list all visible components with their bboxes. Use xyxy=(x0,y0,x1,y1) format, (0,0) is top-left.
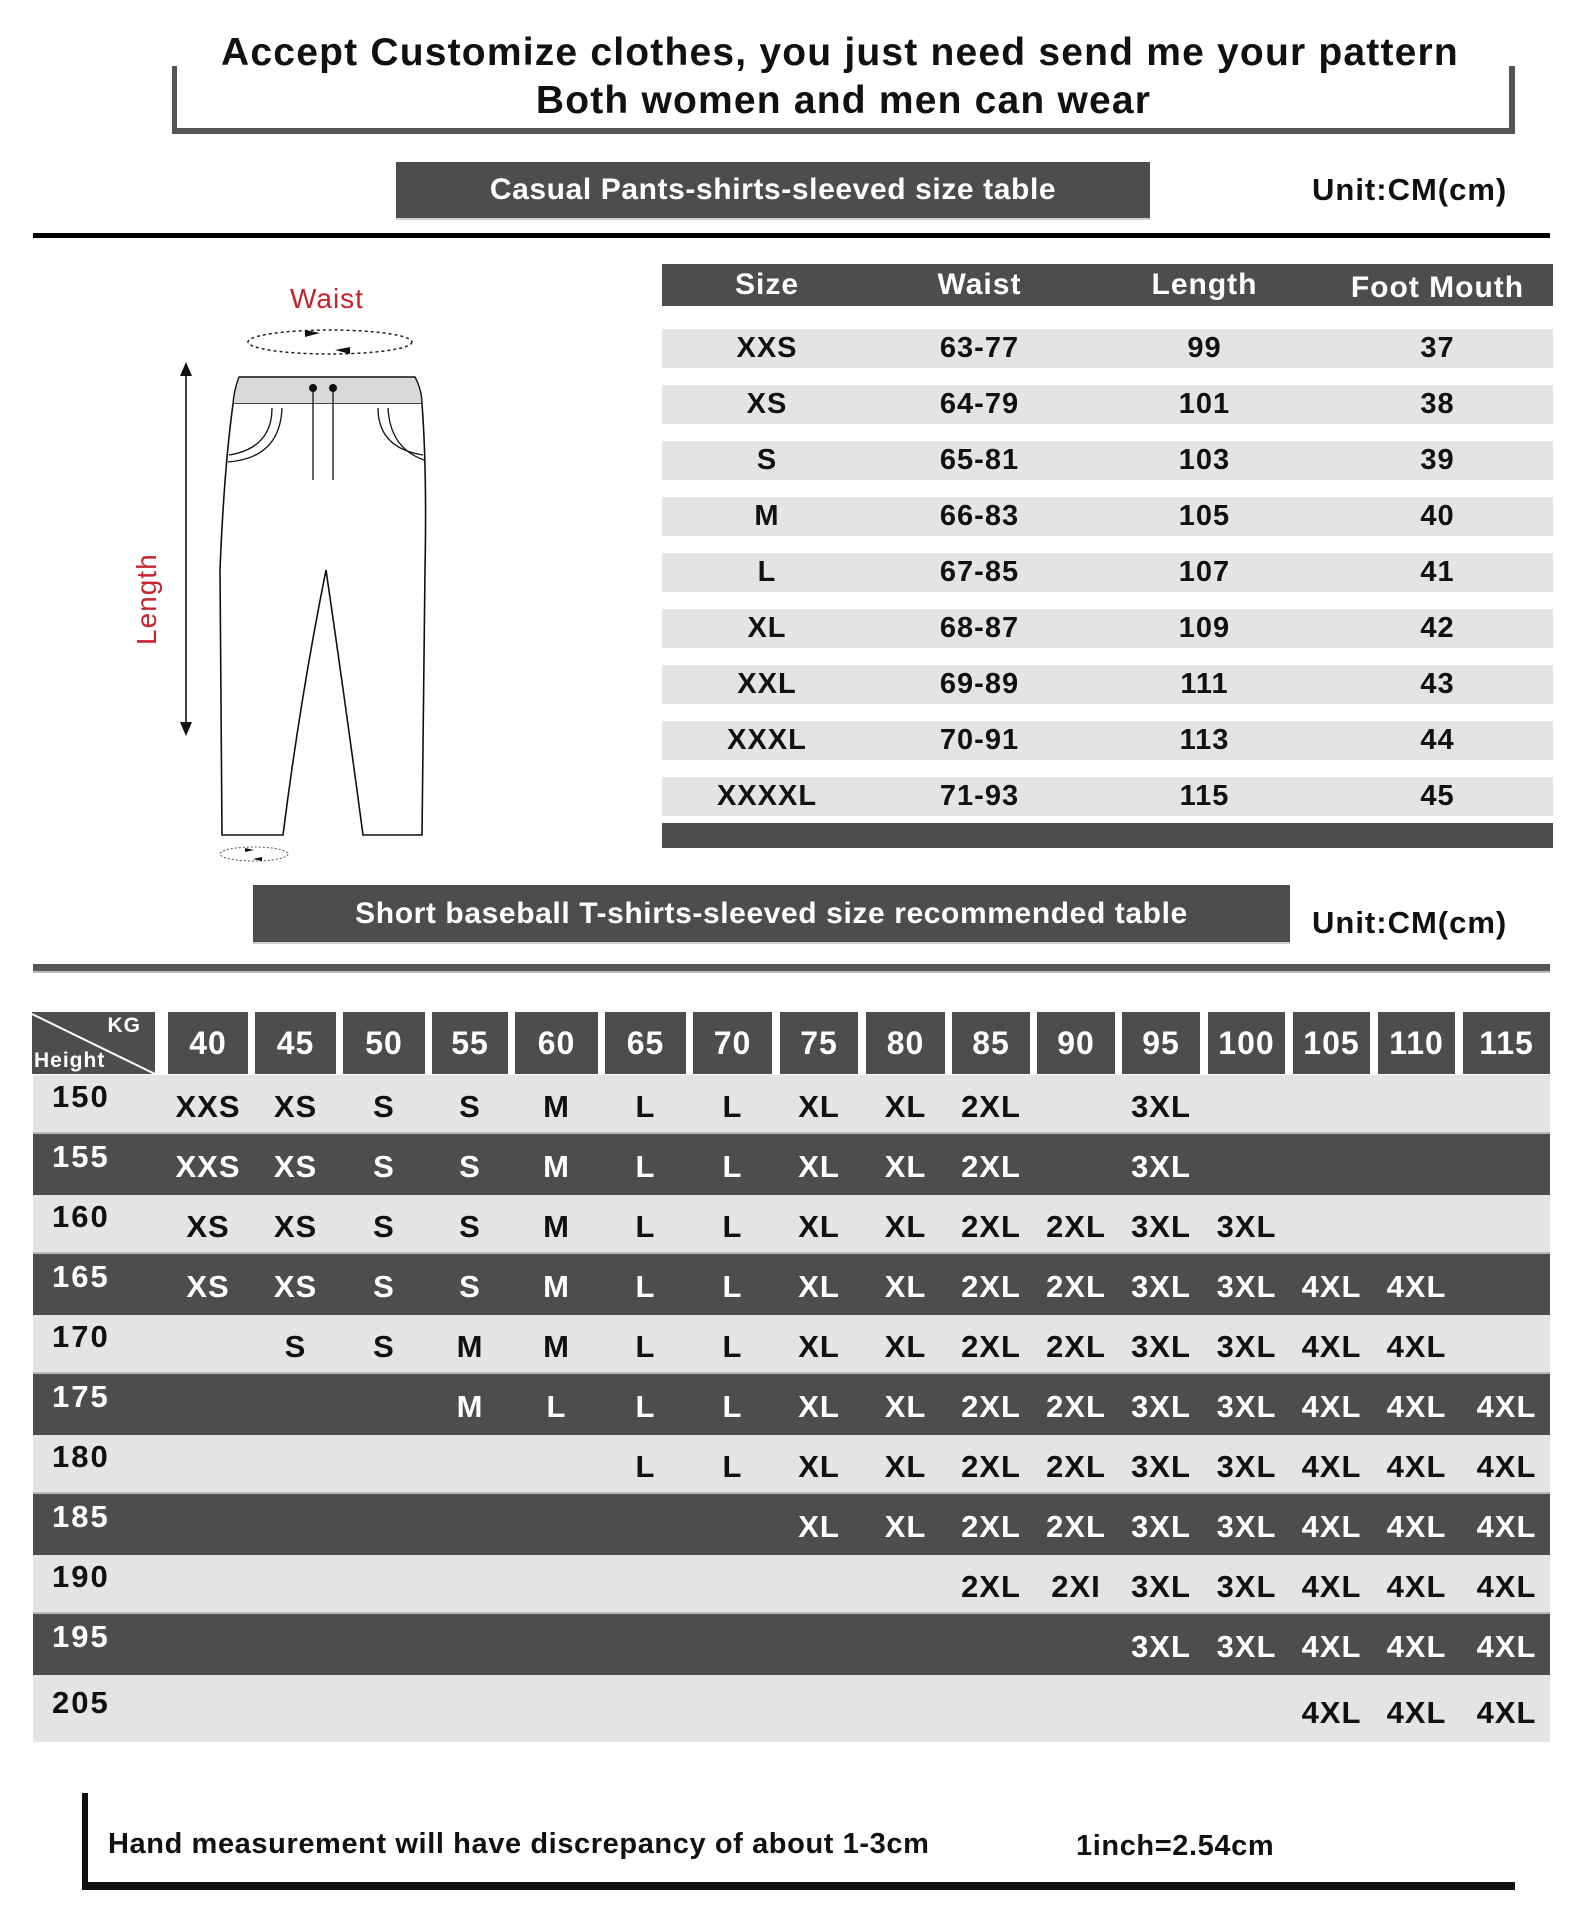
size-recommendation-cell: S xyxy=(284,1329,307,1364)
size-recommendation-cell: M xyxy=(543,1208,570,1244)
size-recommendation-cell: 2XL xyxy=(961,1449,1021,1484)
size-recommendation-cell: S xyxy=(373,1268,395,1304)
size-recommendation-cell: 3XL xyxy=(1216,1628,1277,1664)
size-recommendation-cell: XL xyxy=(798,1388,840,1424)
pants-size-row xyxy=(662,721,1553,760)
size-recommendation-cell: 2XL xyxy=(961,1388,1021,1424)
size-recommendation-cell: 4XL xyxy=(1301,1329,1362,1364)
pants-size-table-header xyxy=(662,264,1553,306)
waist-label: Waist xyxy=(290,283,364,314)
cell-waist: 64-79 xyxy=(939,388,1020,420)
cell-length: 115 xyxy=(1179,780,1230,812)
size-recommendation-cell: M xyxy=(543,1329,570,1364)
cell-length: 103 xyxy=(1178,444,1231,476)
size-recommendation-cell: 2XL xyxy=(961,1329,1021,1364)
cell-size: S xyxy=(756,444,778,476)
cell-size: XXS xyxy=(736,332,798,364)
size-recommendation-cell: L xyxy=(635,1329,656,1364)
size-recommendation-cell: XL xyxy=(798,1329,840,1364)
cell-waist: 65-81 xyxy=(939,444,1020,476)
section-divider-2 xyxy=(33,964,1550,973)
size-recommendation-cell: L xyxy=(635,1388,656,1424)
size-recommendation-cell: XS xyxy=(273,1088,318,1124)
size-recommendation-cell: 4XL xyxy=(1386,1695,1447,1730)
pants-size-row xyxy=(662,665,1553,704)
cell-foot-mouth: 41 xyxy=(1420,556,1455,588)
cell-waist: 69-89 xyxy=(939,668,1020,700)
height-value: 165 xyxy=(52,1258,110,1294)
measurement-note: Hand measurement will have discrepancy of about 1-3cm xyxy=(108,1828,930,1860)
size-recommendation-cell: 3XL xyxy=(1216,1569,1277,1604)
size-recommendation-cell: L xyxy=(722,1388,743,1424)
cell-length: 109 xyxy=(1178,612,1231,644)
size-recommendation-cell: XL xyxy=(798,1268,840,1304)
size-recommendation-cell: S xyxy=(459,1088,481,1124)
size-recommendation-cell: XL xyxy=(798,1508,840,1544)
size-recommendation-cell: 4XL xyxy=(1301,1268,1362,1304)
height-value: 155 xyxy=(52,1138,110,1174)
size-recommendation-cell: XL xyxy=(798,1088,840,1124)
kg-column-header: 70 xyxy=(693,1012,772,1074)
cell-size: M xyxy=(754,500,780,532)
cell-waist: 66-83 xyxy=(939,500,1020,532)
cell-foot-mouth: 40 xyxy=(1420,500,1455,532)
size-recommendation-cell: 4XL xyxy=(1301,1449,1362,1484)
size-recommendation-cell: S xyxy=(459,1148,481,1184)
cell-size: XS xyxy=(746,388,788,420)
size-recommendation-cell: XL xyxy=(884,1329,927,1364)
headline-line-1 xyxy=(150,30,1530,76)
size-recommendation-cell: 3XL xyxy=(1216,1208,1277,1244)
size-recommendation-cell: XS xyxy=(273,1208,318,1244)
size-recommendation-cell: L xyxy=(722,1208,743,1244)
cell-waist: 68-87 xyxy=(939,612,1020,644)
size-recommendation-cell: L xyxy=(635,1208,656,1244)
size-recommendation-cell: XL xyxy=(884,1388,927,1424)
inch-conversion: 1inch=2.54cm xyxy=(1076,1830,1275,1862)
size-recommendation-cell: S xyxy=(373,1088,395,1124)
size-recommendation-cell: S xyxy=(459,1268,481,1304)
cell-size: XXXXL xyxy=(716,780,818,812)
header-corner-cell xyxy=(32,1012,155,1074)
size-recommendation-cell: 4XL xyxy=(1476,1508,1537,1544)
cell-length: 107 xyxy=(1178,556,1231,588)
size-recommendation-cell: 2XL xyxy=(1046,1329,1106,1364)
size-recommendation-cell: XS xyxy=(273,1268,318,1304)
size-recommendation-cell: M xyxy=(543,1268,570,1304)
cell-foot-mouth: 39 xyxy=(1420,444,1455,476)
pants-size-row xyxy=(662,609,1553,648)
size-recommendation-cell: XS xyxy=(186,1208,230,1244)
kg-column-header: 80 xyxy=(866,1012,945,1074)
size-recommendation-cell: 2XL xyxy=(961,1208,1021,1244)
cell-length: 113 xyxy=(1179,724,1230,756)
size-recommendation-cell: 2XL xyxy=(961,1148,1021,1184)
size-recommendation-cell: 2XL xyxy=(1046,1508,1106,1544)
size-recommendation-cell: 4XL xyxy=(1386,1628,1447,1664)
size-recommendation-cell: S xyxy=(373,1329,395,1364)
kg-column-header: 60 xyxy=(515,1012,598,1074)
kg-column-header: 110 xyxy=(1378,1012,1455,1074)
cell-foot-mouth: 45 xyxy=(1420,780,1455,812)
size-recommendation-cell: L xyxy=(635,1449,656,1484)
cell-length: 111 xyxy=(1180,668,1229,700)
size-recommendation-cell: XL xyxy=(798,1449,840,1484)
tshirt-size-table-banner: Short baseball T-shirts-sleeved size recommended table xyxy=(253,885,1290,942)
cell-waist: 71-93 xyxy=(939,780,1020,812)
kg-column-header: 100 xyxy=(1208,1012,1285,1074)
cell-foot-mouth: 38 xyxy=(1420,388,1455,420)
size-recommendation-cell: 3XL xyxy=(1131,1208,1191,1244)
kg-column-header: 95 xyxy=(1122,1012,1200,1074)
cell-length: 105 xyxy=(1178,500,1231,532)
size-recommendation-cell: 2XL xyxy=(961,1508,1021,1544)
size-recommendation-cell: L xyxy=(635,1088,656,1124)
header-size: Size xyxy=(734,268,800,301)
height-value: 205 xyxy=(52,1685,110,1720)
section-divider xyxy=(33,233,1550,238)
size-recommendation-cell: L xyxy=(722,1148,743,1184)
size-recommendation-cell: 3XL xyxy=(1131,1148,1191,1184)
header-length: Length xyxy=(1151,268,1258,301)
size-recommendation-cell: 2XL xyxy=(961,1569,1021,1604)
kg-column-header: 50 xyxy=(343,1012,425,1074)
pants-size-row xyxy=(662,497,1553,536)
size-recommendation-cell: 4XL xyxy=(1476,1569,1537,1604)
size-recommendation-cell: 3XL xyxy=(1131,1449,1191,1484)
size-recommendation-cell: 4XL xyxy=(1476,1695,1537,1730)
cell-waist: 63-77 xyxy=(939,332,1020,364)
size-recommendation-cell: M xyxy=(543,1088,570,1124)
size-recommendation-cell: XL xyxy=(884,1088,927,1124)
size-recommendation-cell: XXS xyxy=(175,1148,241,1184)
size-recommendation-cell: 4XL xyxy=(1301,1388,1362,1424)
size-recommendation-cell: 3XL xyxy=(1131,1569,1191,1604)
size-recommendation-cell: S xyxy=(459,1208,481,1244)
pants-size-row xyxy=(662,441,1553,480)
height-value: 150 xyxy=(52,1078,110,1114)
size-recommendation-cell: M xyxy=(456,1329,484,1364)
size-recommendation-cell: 2XL xyxy=(961,1088,1021,1124)
pants-size-table-footer-bar xyxy=(662,823,1553,848)
headline-line-1-text: Accept Customize clothes, you just need send me your pattern xyxy=(211,31,1469,74)
size-recommendation-cell: M xyxy=(456,1388,484,1424)
size-recommendation-cell: L xyxy=(546,1388,567,1424)
pants-size-row xyxy=(662,329,1553,368)
kg-column-header: 40 xyxy=(168,1012,248,1074)
height-value: 170 xyxy=(52,1319,110,1354)
size-recommendation-cell: 3XL xyxy=(1131,1388,1191,1424)
cell-length: 99 xyxy=(1187,332,1222,364)
size-recommendation-cell: XL xyxy=(884,1268,927,1304)
kg-column-header: 75 xyxy=(780,1012,858,1074)
cell-foot-mouth: 37 xyxy=(1420,332,1455,364)
tshirt-unit-label: Unit:CM(cm) xyxy=(1312,905,1508,940)
size-recommendation-cell: 4XL xyxy=(1386,1268,1447,1304)
size-recommendation-cell: 2XL xyxy=(1046,1208,1106,1244)
size-recommendation-cell: 4XL xyxy=(1386,1388,1447,1424)
cell-size: L xyxy=(757,556,777,588)
cell-size: XXL xyxy=(737,668,797,700)
size-recommendation-cell: 3XL xyxy=(1216,1388,1277,1424)
size-recommendation-cell: L xyxy=(722,1329,743,1364)
cell-foot-mouth: 43 xyxy=(1420,668,1455,700)
size-recommendation-cell: 3XL xyxy=(1131,1628,1191,1664)
size-recommendation-cell: L xyxy=(635,1148,656,1184)
cell-length: 101 xyxy=(1178,388,1231,420)
kg-axis-label: KG xyxy=(107,1014,141,1037)
size-recommendation-cell: 2XI xyxy=(1051,1569,1101,1604)
size-recommendation-cell: 4XL xyxy=(1386,1508,1447,1544)
size-recommendation-cell: XL xyxy=(884,1508,927,1544)
size-recommendation-cell: 2XL xyxy=(1046,1268,1106,1304)
size-recommendation-cell: 3XL xyxy=(1216,1329,1277,1364)
size-recommendation-cell: XS xyxy=(273,1148,318,1184)
size-recommendation-cell: 4XL xyxy=(1386,1329,1447,1364)
size-recommendation-cell: 4XL xyxy=(1476,1388,1537,1424)
pants-size-row xyxy=(662,553,1553,592)
size-recommendation-cell: 4XL xyxy=(1476,1449,1537,1484)
size-recommendation-cell: 4XL xyxy=(1301,1695,1362,1730)
size-recommendation-cell: L xyxy=(635,1268,656,1304)
height-axis-label: Height xyxy=(34,1049,106,1072)
cell-size: XL xyxy=(747,612,787,644)
cell-size: XXXL xyxy=(727,724,807,756)
pants-size-row xyxy=(662,385,1553,424)
pants-size-row xyxy=(662,777,1553,816)
size-recommendation-cell: 3XL xyxy=(1131,1329,1191,1364)
height-value: 190 xyxy=(52,1559,110,1594)
size-recommendation-cell: XL xyxy=(884,1208,927,1244)
size-recommendation-cell: L xyxy=(722,1449,743,1484)
size-recommendation-cell: S xyxy=(373,1208,395,1244)
size-recommendation-cell: XL xyxy=(884,1449,927,1484)
size-recommendation-cell: 3XL xyxy=(1216,1508,1277,1544)
pants-unit-label: Unit:CM(cm) xyxy=(1312,172,1508,207)
cell-waist: 70-91 xyxy=(939,724,1020,756)
size-recommendation-cell: 4XL xyxy=(1301,1628,1362,1664)
size-recommendation-cell: 2XL xyxy=(1046,1449,1106,1484)
size-recommendation-cell: L xyxy=(722,1268,743,1304)
kg-column-header: 105 xyxy=(1293,1012,1370,1074)
kg-column-header: 55 xyxy=(432,1012,508,1074)
size-recommendation-cell: 4XL xyxy=(1386,1449,1447,1484)
cell-foot-mouth: 44 xyxy=(1420,724,1455,756)
size-recommendation-cell: XL xyxy=(884,1148,927,1184)
pants-size-table-banner: Casual Pants-shirts-sleeved size table xyxy=(396,162,1150,218)
header-foot-mouth: Foot Mouth xyxy=(1350,271,1525,304)
height-value: 185 xyxy=(52,1498,110,1534)
size-recommendation-cell: 4XL xyxy=(1301,1508,1362,1544)
height-value: 175 xyxy=(52,1378,110,1414)
height-value: 195 xyxy=(52,1618,110,1654)
size-recommendation-cell: 3XL xyxy=(1131,1088,1191,1124)
size-recommendation-cell: XL xyxy=(798,1148,840,1184)
size-recommendation-cell: S xyxy=(373,1148,395,1184)
length-label: Length xyxy=(131,553,162,645)
size-recommendation-cell: 4XL xyxy=(1386,1569,1447,1604)
kg-column-header: 45 xyxy=(255,1012,336,1074)
size-recommendation-cell: L xyxy=(722,1088,743,1124)
kg-column-header: 65 xyxy=(605,1012,686,1074)
headline-line-2: Both women and men can wear xyxy=(535,79,1152,122)
size-recommendation-cell: XXS xyxy=(175,1088,241,1124)
kg-column-header: 115 xyxy=(1463,1012,1550,1074)
size-recommendation-cell: 3XL xyxy=(1131,1508,1191,1544)
size-recommendation-cell: 3XL xyxy=(1131,1268,1191,1304)
size-recommendation-cell: 2XL xyxy=(961,1268,1021,1304)
size-recommendation-cell: 4XL xyxy=(1301,1569,1362,1604)
size-recommendation-cell: M xyxy=(543,1148,570,1184)
pants-diagram-icon xyxy=(130,270,470,880)
kg-column-header: 85 xyxy=(952,1012,1030,1074)
size-recommendation-cell: 3XL xyxy=(1216,1268,1277,1304)
size-recommendation-cell: XL xyxy=(798,1208,840,1244)
header-waist: Waist xyxy=(937,268,1022,301)
cell-waist: 67-85 xyxy=(939,556,1020,588)
cell-foot-mouth: 42 xyxy=(1420,612,1455,644)
size-recommendation-cell: 4XL xyxy=(1476,1628,1537,1664)
kg-column-header: 90 xyxy=(1037,1012,1115,1074)
size-recommendation-cell: XS xyxy=(186,1268,230,1304)
height-value: 180 xyxy=(52,1439,110,1474)
size-recommendation-cell: 2XL xyxy=(1046,1388,1106,1424)
size-recommendation-cell: 3XL xyxy=(1216,1449,1277,1484)
height-value: 160 xyxy=(52,1198,110,1234)
